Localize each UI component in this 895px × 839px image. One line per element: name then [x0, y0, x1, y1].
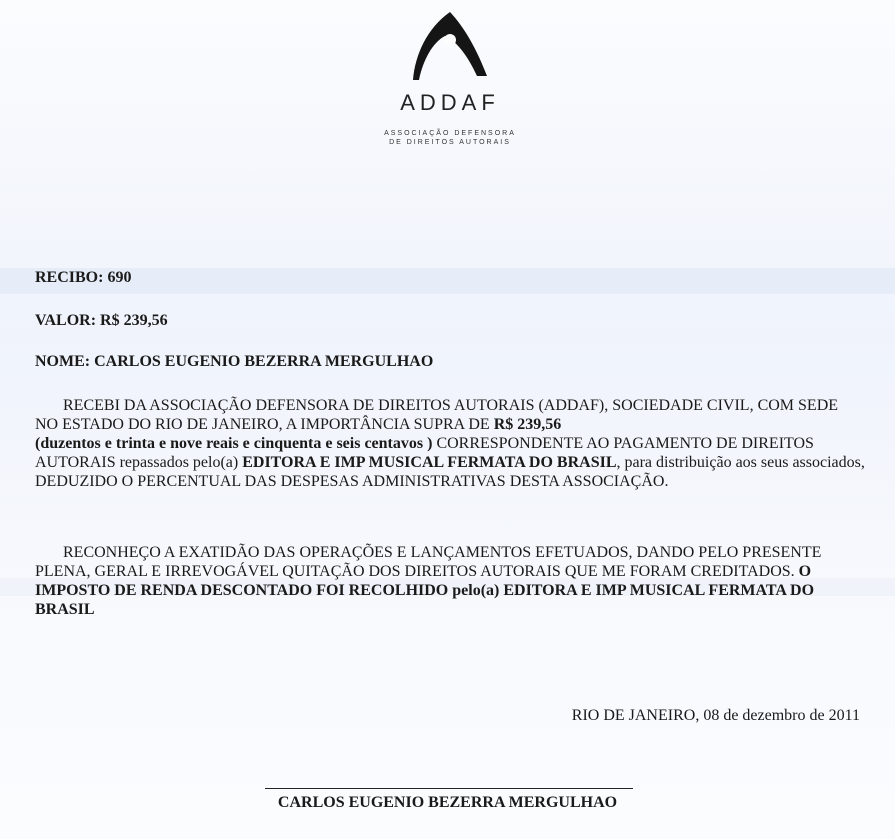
paragraph1-publisher: EDITORA E IMP MUSICAL FERMATA DO BRASIL: [242, 454, 617, 471]
signature-line: [265, 788, 633, 789]
signature-name: CARLOS EUGENIO BEZERRA MERGULHAO: [277, 794, 618, 811]
paragraph1-text-c: , para distribuição aos seus associados, DEDUZIDO O PERCENTUAL DAS DESPESAS ADMINISTRATIVAS DESTA ASSOCIAÇÃO.: [35, 454, 865, 490]
addaf-emblem-icon: [405, 10, 495, 82]
paragraph1-amount-words: (duzentos e trinta e nove reais e cinquenta e seis centavos ): [35, 435, 433, 452]
org-acronym: ADDAF: [400, 90, 500, 115]
receipt-number: RECIBO: 690: [35, 269, 132, 286]
addaf-logo: [370, 10, 530, 145]
paragraph1-amount: R$ 239,56: [493, 416, 562, 433]
recipient-name: NOME: CARLOS EUGENIO BEZERRA MERGULHAO: [35, 353, 434, 370]
receipt-paragraph-1: [35, 396, 865, 491]
paragraph1-text-a: RECEBI DA ASSOCIAÇÃO DEFENSORA DE DIREITOS AUTORAIS (ADDAF), SOCIEDADE CIVIL, COM SEDE NO ESTADO DO RIO DE JANEIRO, A IMPORTÂNCIA SUPRA DE: [35, 397, 839, 433]
receipt-paragraph-2: [35, 543, 865, 619]
org-name-line2: DE DIREITOS AUTORAIS: [389, 139, 511, 146]
scan-artifact: [0, 268, 895, 294]
org-full-name: [370, 129, 530, 147]
receipt-value: VALOR: R$ 239,56: [35, 312, 168, 329]
paragraph1-text-b: CORRESPONDENTE AO PAGAMENTO DE DIREITOS AUTORAIS repassados pelo(a): [35, 435, 814, 471]
paragraph2-tax-notice: O IMPOSTO DE RENDA DESCONTADO FOI RECOLHIDO pelo(a) EDITORA E IMP MUSICAL FERMATA DO BRASIL: [35, 563, 815, 618]
date-line: RIO DE JANEIRO, 08 de dezembro de 2011: [571, 707, 860, 724]
paragraph2-text: RECONHEÇO A EXATIDÃO DAS OPERAÇÕES E LANÇAMENTOS EFETUADOS, DANDO PELO PRESENTE PLENA, GERAL E IRREVOGÁVEL QUITAÇÃO DOS DIREITOS AUTORAIS QUE ME FORAM CREDITADOS.: [35, 544, 822, 580]
org-name-line1: ASSOCIAÇÃO DEFENSORA: [384, 130, 516, 137]
